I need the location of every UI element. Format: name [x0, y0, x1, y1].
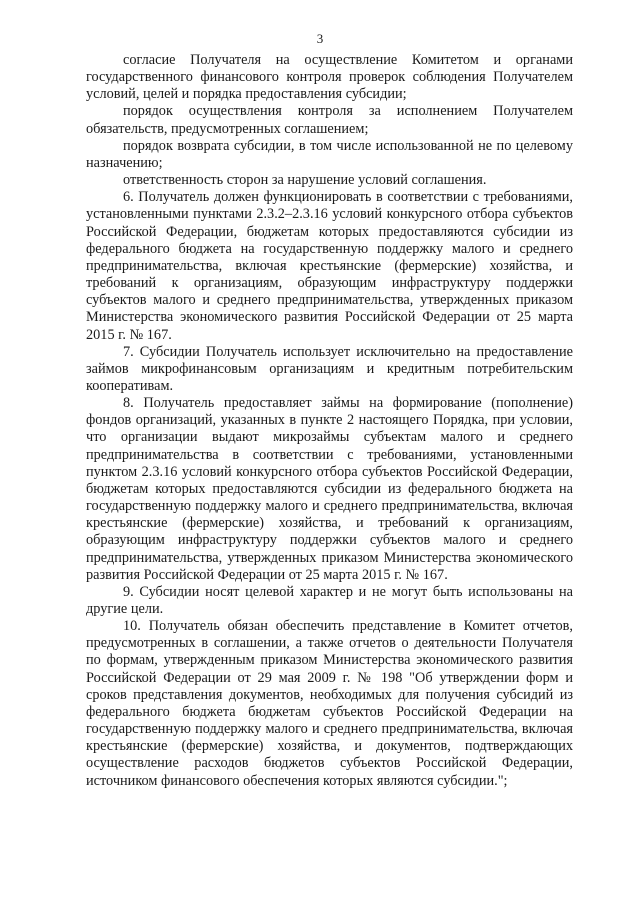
paragraph-return-procedure: порядок возврата субсидии, в том числе использованной не по целевому назначению; — [86, 137, 577, 171]
paragraph-control-procedure: порядок осуществления контроля за исполнением Получателем обязательств, предусмотренных соглашением; — [86, 103, 577, 137]
paragraph-item-6: 6. Получатель должен функционировать в соответствии с требованиями, установленными пунктами 2.3.2–2.3.16 условий конкурсного отбора субъектов Российской Федерации, бюджетам которых предоставляются субсидии из федерального бюджета на государственную поддержку малого и среднего предпринимательства, включая крестьянские (фермерские) хозяйства, и требований к организациям, образующим инфраструктуру поддержки субъектов малого и среднего предпринимательства, утвержденных приказом Министерства экономического развития Российской Федерации от 25 марта 2015 г. № 167. — [86, 189, 577, 343]
paragraph-item-8: 8. Получатель предоставляет займы на формирование (пополнение) фондов организаций, указанных в пункте 2 настоящего Порядка, при условии, что организации выдают микрозаймы субъектам малого и среднего предпринимательства в соответствии с требованиями, установленными пунктом 2.3.16 условий конкурсного отбора субъектов Российской Федерации, бюджетам которых предоставляются субсидии из федерального бюджета на государственную поддержку малого и среднего предпринимательства, включая крестьянские (фермерские) хозяйства, и требований к организациям, образующим инфраструктуру поддержки субъектов малого и среднего предпринимательства, утвержденных приказом Министерства экономического развития Российской Федерации от 25 марта 2015 г. № 167. — [86, 395, 577, 583]
paragraph-item-7: 7. Субсидии Получатель использует исключительно на предоставление займов микрофинансовым организациям и кредитным потребительским кооперативам. — [86, 343, 577, 394]
paragraph-consent-inspection: согласие Получателя на осуществление Комитетом и органами государственного финансового контроля проверок соблюдения Получателем условий, целей и порядка предоставления субсидии; — [86, 52, 577, 103]
page-number: 3 — [316, 31, 324, 46]
paragraph-item-10: 10. Получатель обязан обеспечить представление в Комитет отчетов, предусмотренных в соглашении, а также отчетов о деятельности Получателя по формам, утвержденным приказом Министерства экономического развития Российской Федерации от 29 мая 2009 г. № 198 "Об утверждении форм и сроков представления документов, необходимых для получения субсидий из федерального бюджета бюджетам субъектов Российской Федерации на государственную поддержку малого и среднего предпринимательства, включая крестьянские (фермерские) хозяйства, и документов, подтверждающих осуществление расходов бюджетов субъектов Российской Федерации, источником финансового обеспечения которых являются субсидии."; — [86, 618, 577, 789]
document-body — [86, 52, 577, 790]
paragraph-item-9: 9. Субсидии носят целевой характер и не могут быть использованы на другие цели. — [86, 583, 577, 617]
paragraph-responsibility: ответственность сторон за нарушение условий соглашения. — [123, 172, 487, 189]
